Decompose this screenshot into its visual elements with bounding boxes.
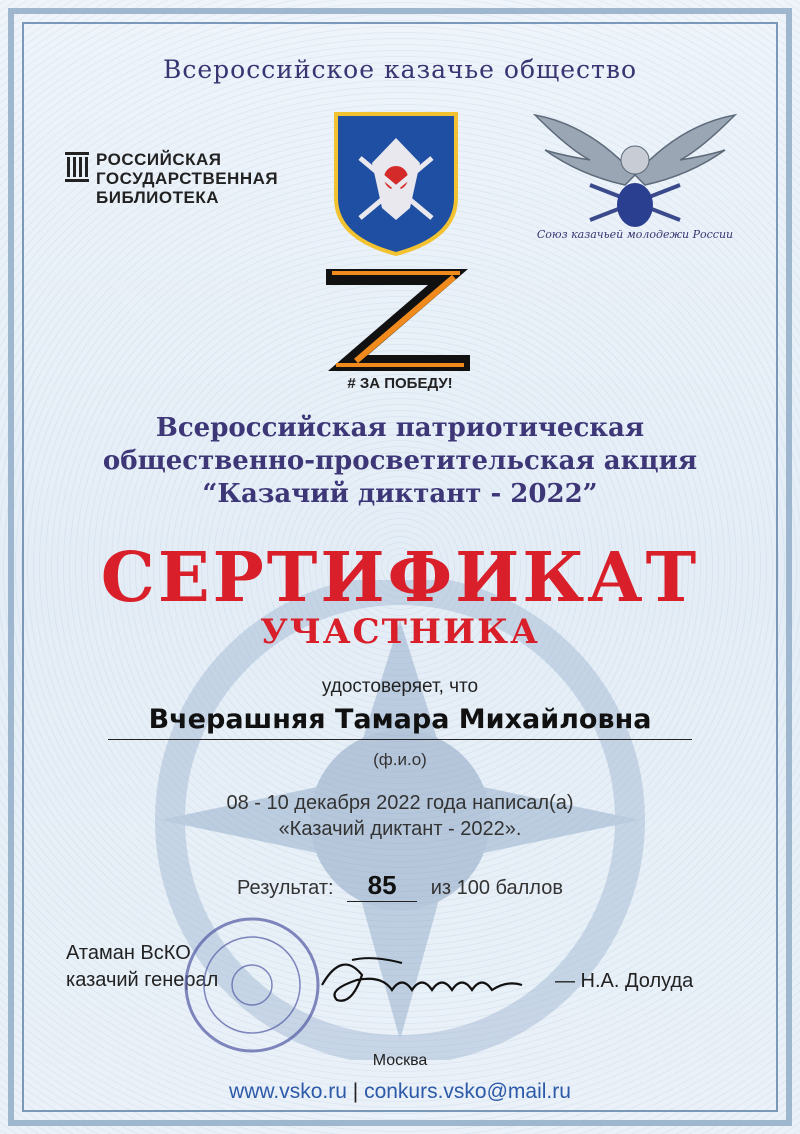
certifies-text: удостоверяет, что [321,676,479,697]
certificate-subtitle: УЧАСТНИКА [260,612,540,652]
shield-emblem-icon [330,108,462,258]
z-caption: # ЗА ПОБЕДУ! [347,375,453,392]
signer-name: — Н.А. Долуда [555,970,694,992]
action-title: Всероссийская патриотическая общественно-просветительская акция “Казачий диктант - 2022” [102,413,698,509]
library-columns-icon [64,150,90,184]
certificate-title: СЕРТИФИКАТ [100,538,700,618]
ataman-title: Атаман ВсКО казачий генерал [66,942,219,991]
contacts-line [0,1080,800,1104]
z-ribbon-icon [318,265,478,375]
score-value: 85 [347,870,417,902]
official-stamp-icon [172,915,332,1055]
society-title: Всероссийское казачье общество [162,55,638,84]
result-label: Результат: [237,877,334,899]
participant-name: Вчерашняя Тамара Михайловна [108,704,692,740]
result-line [0,870,800,902]
rgb-logo-text: РОССИЙСКАЯ ГОСУДАРСТВЕННАЯ БИБЛИОТЕКА [96,150,279,207]
email-link[interactable]: conkurs.vsko@mail.ru [364,1080,571,1103]
signature-icon [312,945,532,1015]
youth-union-eagle-icon [530,105,740,235]
website-link[interactable]: www.vsko.ru [229,1080,347,1103]
rgb-logo [64,150,278,207]
city-label: Москва [372,1052,428,1069]
dates-text: 08 - 10 декабря 2022 года написал(а) «Казачий диктант - 2022». [226,792,574,840]
youth-union-caption: Союз казачьей молодежи России [536,228,734,241]
contacts-separator: | [352,1080,359,1103]
result-suffix: из 100 баллов [430,877,563,899]
fio-label: (ф.и.о) [373,750,427,769]
